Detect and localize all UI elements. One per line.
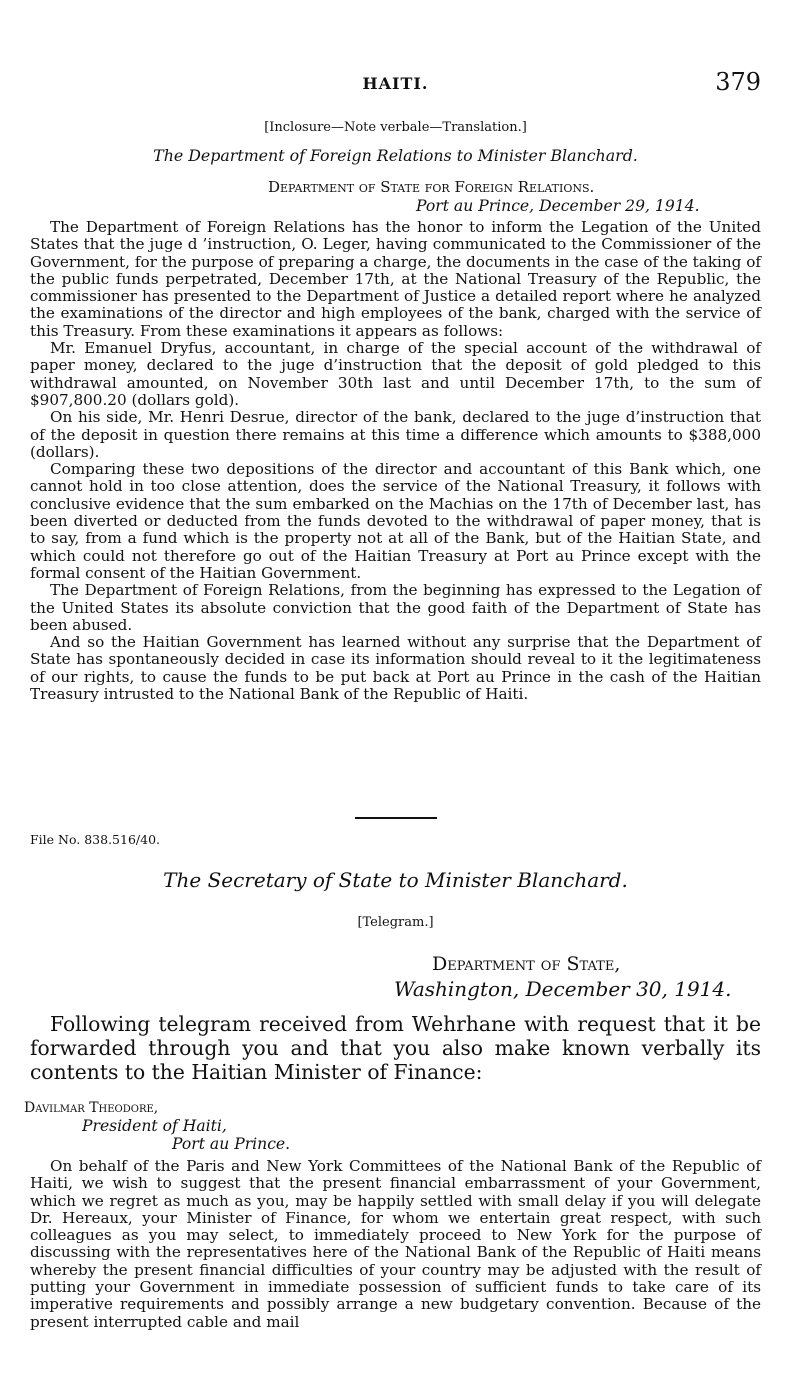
addressee-title: President of Haiti, (82, 1117, 227, 1135)
telegram-body: On behalf of the Paris and New York Committees of the National Bank of the Republic of Haiti, we wish to suggest that the present financial embarrassment of your Government, which we regret as much as you, may be happily settled with small delay if you will delegate Dr. Hereaux, your Minister of Finance, for whom we entertain great respect, with such colleagues as you may select, to immediately proceed to New York for the purpose of discussing with the representatives here of the National Bank of the Republic of Haiti means whereby the present financial difficulties of your country may be adjusted with the result of putting your Government in immediate possession of sufficient funds to take care of its imperative requirements and possibly arrange a new budgetary convention. Because of the present interrupted cable and mail (30, 1157, 761, 1331)
note-body (30, 219, 761, 703)
note-title: The Department of Foreign Relations to Minister Blanchard. (153, 146, 638, 165)
file-number: File No. 838.516/40. (30, 832, 161, 847)
page-number: 379 (715, 68, 761, 96)
note-paragraph: And so the Haitian Government has learned without any surprise that the Department of State has spontaneously decided in case its information should reveal to it the legitimateness of our rights, to cause the funds to be put back at Port au Prince in the cash of the Haitian Treasury intrusted to the National Bank of the Republic of Haiti. (30, 633, 761, 704)
section-divider (30, 817, 761, 819)
addressee-place: Port au Prince. (172, 1135, 291, 1153)
telegram-place-date: Washington, December 30, 1914. (394, 977, 732, 1001)
running-head-title: HAITI. (362, 74, 429, 93)
telegram-intro: Following telegram received from Wehrhane with request that it be forwarded through you and that you also make known verbally its contents to the Haitian Minister of Finance: (30, 1012, 761, 1084)
note-paragraph: The Department of Foreign Relations has the honor to inform the Legation of the United States that the juge d ’instruction, O. Leger, having communicated to the Commissioner of the Government, for the purpose of preparing a charge, the documents in the case of the taking of the public funds perpetrated, December 17th, at the National Treasury of the Republic, the commissioner has presented to the Department of Justice a detailed report where he analyzed the examinations of the director and high employees of the bank, charged with the service of this Treasury. From these examinations it appears as follows: (30, 218, 761, 340)
note-place-date: Port au Prince, December 29, 1914. (416, 197, 700, 215)
telegram-title: The Secretary of State to Minister Blanchard. (163, 868, 628, 892)
note-paragraph: Mr. Emanuel Dryfus, accountant, in charge of the special account of the withdrawal of paper money, declared to the juge d’instruction that the deposit of gold pledged to this withdrawal amounted, on November 30th last and until December 17th, to the sum of $907,800.20 (dollars gold). (30, 339, 761, 409)
note-paragraph: The Department of Foreign Relations, from the beginning has expressed to the Legation of the United States its absolute conviction that the good faith of the Department of State has been abused. (30, 581, 761, 634)
inclosure-label: [Inclosure—Note verbale—Translation.] (264, 120, 527, 135)
addressee-name: Davilmar Theodore, (24, 1100, 159, 1116)
note-department: Department of State for Foreign Relations. (268, 178, 595, 196)
telegram-department: Department of State, (432, 953, 621, 975)
note-paragraph: On his side, Mr. Henri Desrue, director of the bank, declared to the juge d’instruction that of the deposit in question there remains at this time a difference which amounts to $388,000 (dollars). (30, 408, 761, 461)
note-paragraph: Comparing these two depositions of the director and accountant of this Bank which, one cannot hold in too close attention, does the service of the National Treasury, it follows with conclusive evidence that the sum embarked on the Machias on the 17th of December last, has been diverted or deducted from the funds devoted to the withdrawal of paper money, that is to say, from a fund which is the property not at all of the Bank, but of the Haitian State, and which could not therefore go out of the Haitian Treasury at Port au Prince except with the formal consent of the Haitian Government. (30, 460, 761, 582)
telegram-label: [Telegram.] (357, 915, 434, 930)
running-head (30, 68, 761, 98)
